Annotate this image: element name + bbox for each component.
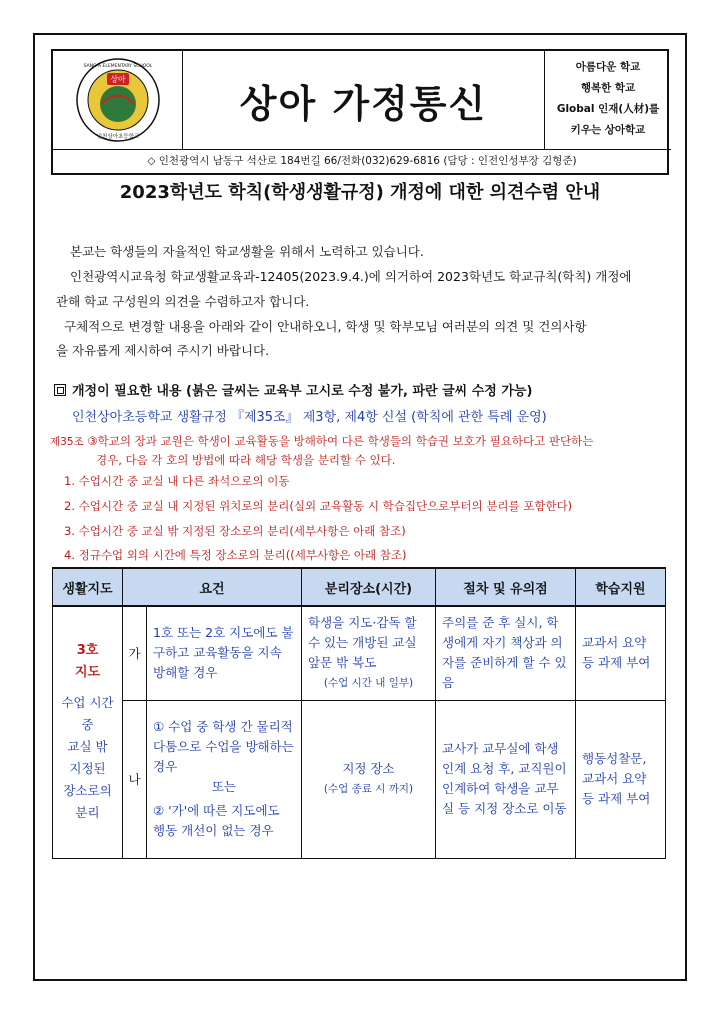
place-text: 지정 장소 — [342, 761, 395, 776]
school-logo-icon — [75, 57, 161, 143]
place-cell — [302, 606, 436, 700]
guidance-type-cell — [53, 606, 123, 858]
title-cell — [183, 51, 545, 149]
condition-cell: 1호 또는 2호 지도에도 불구하고 교육활동을 지속 방해할 경우 — [147, 606, 302, 700]
motto-line: Global 인재(人材)를 — [556, 103, 660, 115]
rule-item: 2. 수업시간 중 교실 내 지정된 위치로의 분리(실외 교육활동 시 학습집단으로부터의 분리를 포함한다) — [64, 499, 573, 513]
newsletter-title: 상아 가정통신 — [239, 81, 488, 126]
section-heading-text: 개정이 필요한 내용 (붉은 글씨는 교육부 고시로 수정 불가, 파란 글씨 수정 가능) — [72, 384, 533, 399]
table-row — [53, 700, 666, 858]
table-header: 요건 — [123, 568, 302, 606]
logo-text: 상아 — [110, 75, 126, 84]
section-heading — [54, 380, 532, 399]
motto-line: 아름다운 학교 — [575, 61, 641, 73]
procedure-cell: 주의를 준 후 실시, 학생에게 자기 책상과 의자를 준비하게 할 수 있음 — [436, 606, 576, 700]
guidance-type-title: 3호 지도 — [74, 643, 101, 681]
table-header-row — [53, 568, 666, 606]
condition-1: ① 수업 중 학생 간 물리적 다툼으로 수업을 방해하는 경우 — [153, 719, 294, 774]
section-subheading: 인천상아초등학교 생활규정 『제35조』 제3항, 제4항 신설 (학칙에 관한 특례 운영) — [72, 410, 547, 425]
motto-cell — [545, 51, 671, 149]
place-note: (수업 종료 시 까지) — [323, 783, 414, 795]
table-header: 생활지도 — [53, 568, 123, 606]
paragraph: 본교는 학생들의 자율적인 학교생활을 위해서 노력하고 있습니다. — [70, 244, 424, 259]
table-header: 학습지원 — [576, 568, 666, 606]
logo-cell — [53, 51, 183, 149]
logo-ring-top: SANG-A ELEMENTARY SCHOOL — [83, 64, 153, 69]
support-cell: 행동성찰문, 교과서 요약 등 과제 부여 — [576, 700, 666, 858]
table-header: 분리장소(시간) — [302, 568, 436, 606]
rule-label: 제35조 — [50, 436, 84, 448]
support-cell: 교과서 요약 등 과제 부여 — [576, 606, 666, 700]
guidance-type-desc: 수업 시간 중 교실 밖 지정된 장소로의 분리 — [61, 695, 114, 821]
condition-cell — [147, 700, 302, 858]
rule-line — [50, 432, 680, 451]
square-bullet-icon — [54, 384, 66, 396]
motto-line: 행복한 학교 — [580, 82, 636, 94]
document-title: 2023학년도 학칙(학생생활규정) 개정에 대한 의견수렴 안내 — [119, 182, 601, 203]
logo-ring-bottom: 인천상아초등학교 — [96, 134, 140, 140]
procedure-cell: 교사가 교무실에 학생 인계 요청 후, 교직원이 인계하여 학생을 교무실 등 지정 장소로 이동 — [436, 700, 576, 858]
paragraph: 관해 학교 구성원의 의견을 수렴하고자 합니다. — [56, 294, 310, 309]
rule-item: 1. 수업시간 중 교실 내 다른 좌석으로의 이동 — [64, 474, 290, 488]
place-cell — [302, 700, 436, 858]
table-header: 절차 및 유의점 — [436, 568, 576, 606]
condition-2: ② '가'에 따른 지도에도 행동 개선이 없는 경우 — [153, 803, 280, 838]
separation-guidance-table — [52, 567, 666, 859]
newsletter-header — [51, 49, 669, 175]
row-mark: 나 — [123, 700, 147, 858]
paragraph: 구체적으로 변경할 내용을 아래와 같이 안내하오니, 학생 및 학부모님 여러분의 의견 및 건의사항 — [64, 319, 587, 334]
address-bar: ◇ 인천광역시 남동구 석산로 184번길 66/전화(032)629-6816 (담당 : 인전인성부장 김형준) — [53, 149, 671, 173]
motto-line: 키우는 상아학교 — [570, 124, 646, 136]
place-note: (수업 시간 내 일부) — [323, 677, 414, 690]
paragraph: 인천광역시교육청 학교생활교육과-12405(2023.9.4.)에 의거하여 2023학년도 학교규칙(학칙) 개정에 — [70, 269, 632, 284]
rule-line-1: ③학교의 장과 교원은 학생이 교육활동을 방해하여 다른 학생들의 학습권 보호가 필요하다고 판단하는 — [87, 434, 594, 448]
table-row — [53, 606, 666, 700]
rule-line-2: 경우, 다음 각 호의 방법에 따라 해당 학생을 분리할 수 있다. — [96, 453, 396, 467]
place-text: 학생을 지도·감독 할 수 있는 개방된 교실 앞문 밖 복도 — [308, 615, 417, 671]
rule-item: 3. 수업시간 중 교실 밖 지정된 장소로의 분리(세부사항은 아래 참조) — [64, 524, 406, 538]
rule-item: 4. 정규수업 외의 시간에 특정 장소로의 분리((세부사항은 아래 참조) — [64, 548, 407, 562]
row-mark: 가 — [123, 606, 147, 700]
condition-or: 또는 — [211, 779, 237, 794]
paragraph: 을 자유롭게 제시하여 주시기 바랍니다. — [56, 343, 270, 358]
